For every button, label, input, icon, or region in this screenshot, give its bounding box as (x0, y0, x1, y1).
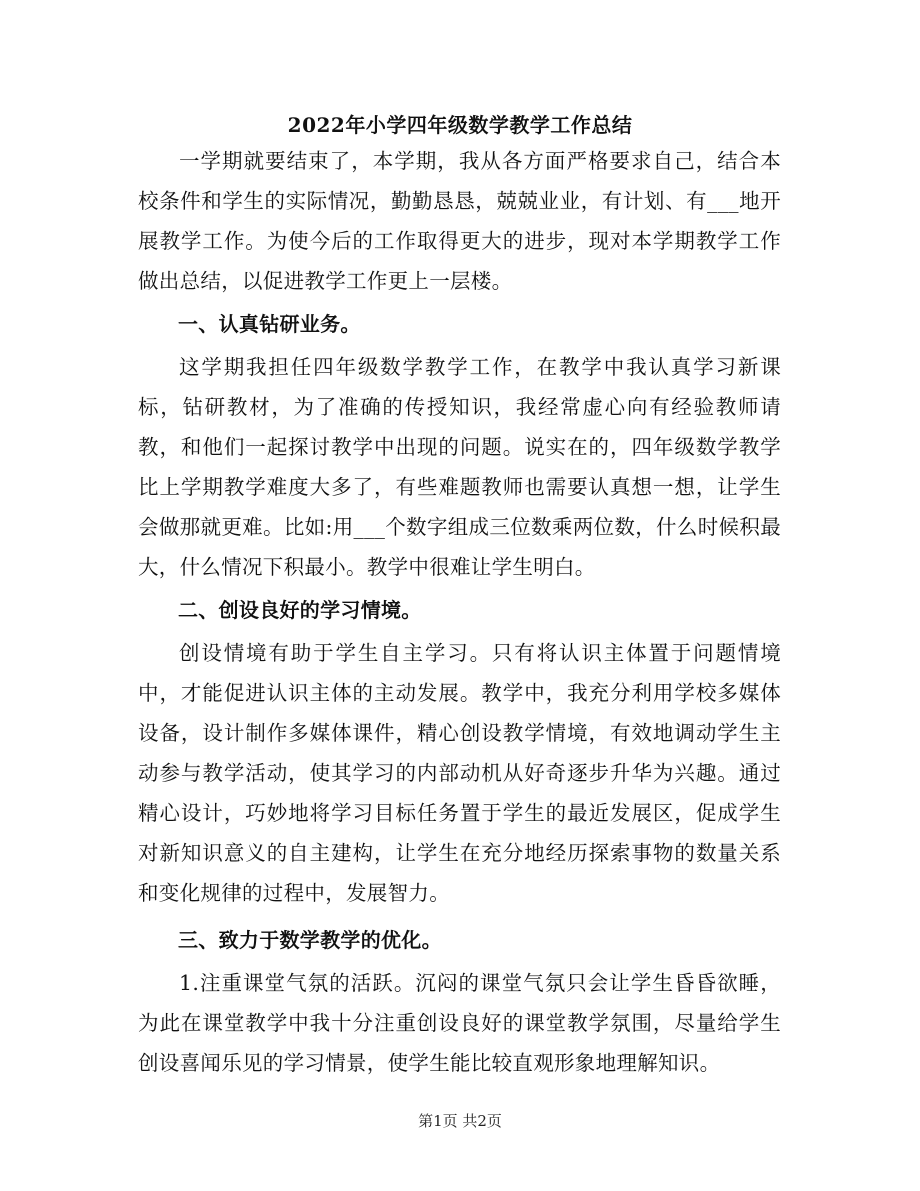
document-title: 2022年小学四年级数学教学工作总结 (287, 113, 633, 137)
intro-paragraph: 一学期就要结束了，本学期，我从各方面严格要求自己，结合本校条件和学生的实际情况，勤勤恳恳，兢兢业业，有计划、有___地开展教学工作。为使今后的工作取得更大的进步，现对本学期教学工作做出总结，以促进教学工作更上一层楼。 (138, 149, 781, 293)
document-body (138, 141, 781, 1083)
section-heading-3: 三、致力于数学教学的优化。 (178, 928, 442, 952)
section-2-paragraph: 创设情境有助于学生自主学习。只有将认识主体置于问题情境中，才能促进认识主体的主动发展。教学中，我充分利用学校多媒体设备，设计制作多媒体课件，精心创设教学情境，有效地调动学生主动参与教学活动，使其学习的内部动机从好奇逐步升华为兴趣。通过精心设计，巧妙地将学习目标任务置于学生的最近发展区，促成学生对新知识意义的自主建构，让学生在充分地经历探索事物的数量关系和变化规律的过程中，发展智力。 (138, 641, 781, 905)
section-1-paragraph: 这学期我担任四年级数学教学工作，在教学中我认真学习新课标，钻研教材，为了准确的传授知识，我经常虚心向有经验教师请教，和他们一起探讨教学中出现的问题。说实在的，四年级数学教学比上学期教学难度大多了，有些难题教师也需要认真想一想，让学生会做那就更难。比如:用___个数字组成三位数乘两位数，什么时候积最大，什么情况下积最小。教学中很难让学生明白。 (138, 355, 781, 579)
section-heading-1: 一、认真钻研业务。 (178, 312, 361, 336)
section-3-paragraph: 1.注重课堂气氛的活跃。沉闷的课堂气氛只会让学生昏昏欲睡，为此在课堂教学中我十分注重创设良好的课堂教学氛围，尽量给学生创设喜闻乐见的学习情景，使学生能比较直观形象地理解知识。 (138, 971, 781, 1075)
section-heading-2: 二、创设良好的学习情境。 (178, 598, 422, 622)
page-number-footer: 第1页 共2页 (418, 1112, 502, 1130)
